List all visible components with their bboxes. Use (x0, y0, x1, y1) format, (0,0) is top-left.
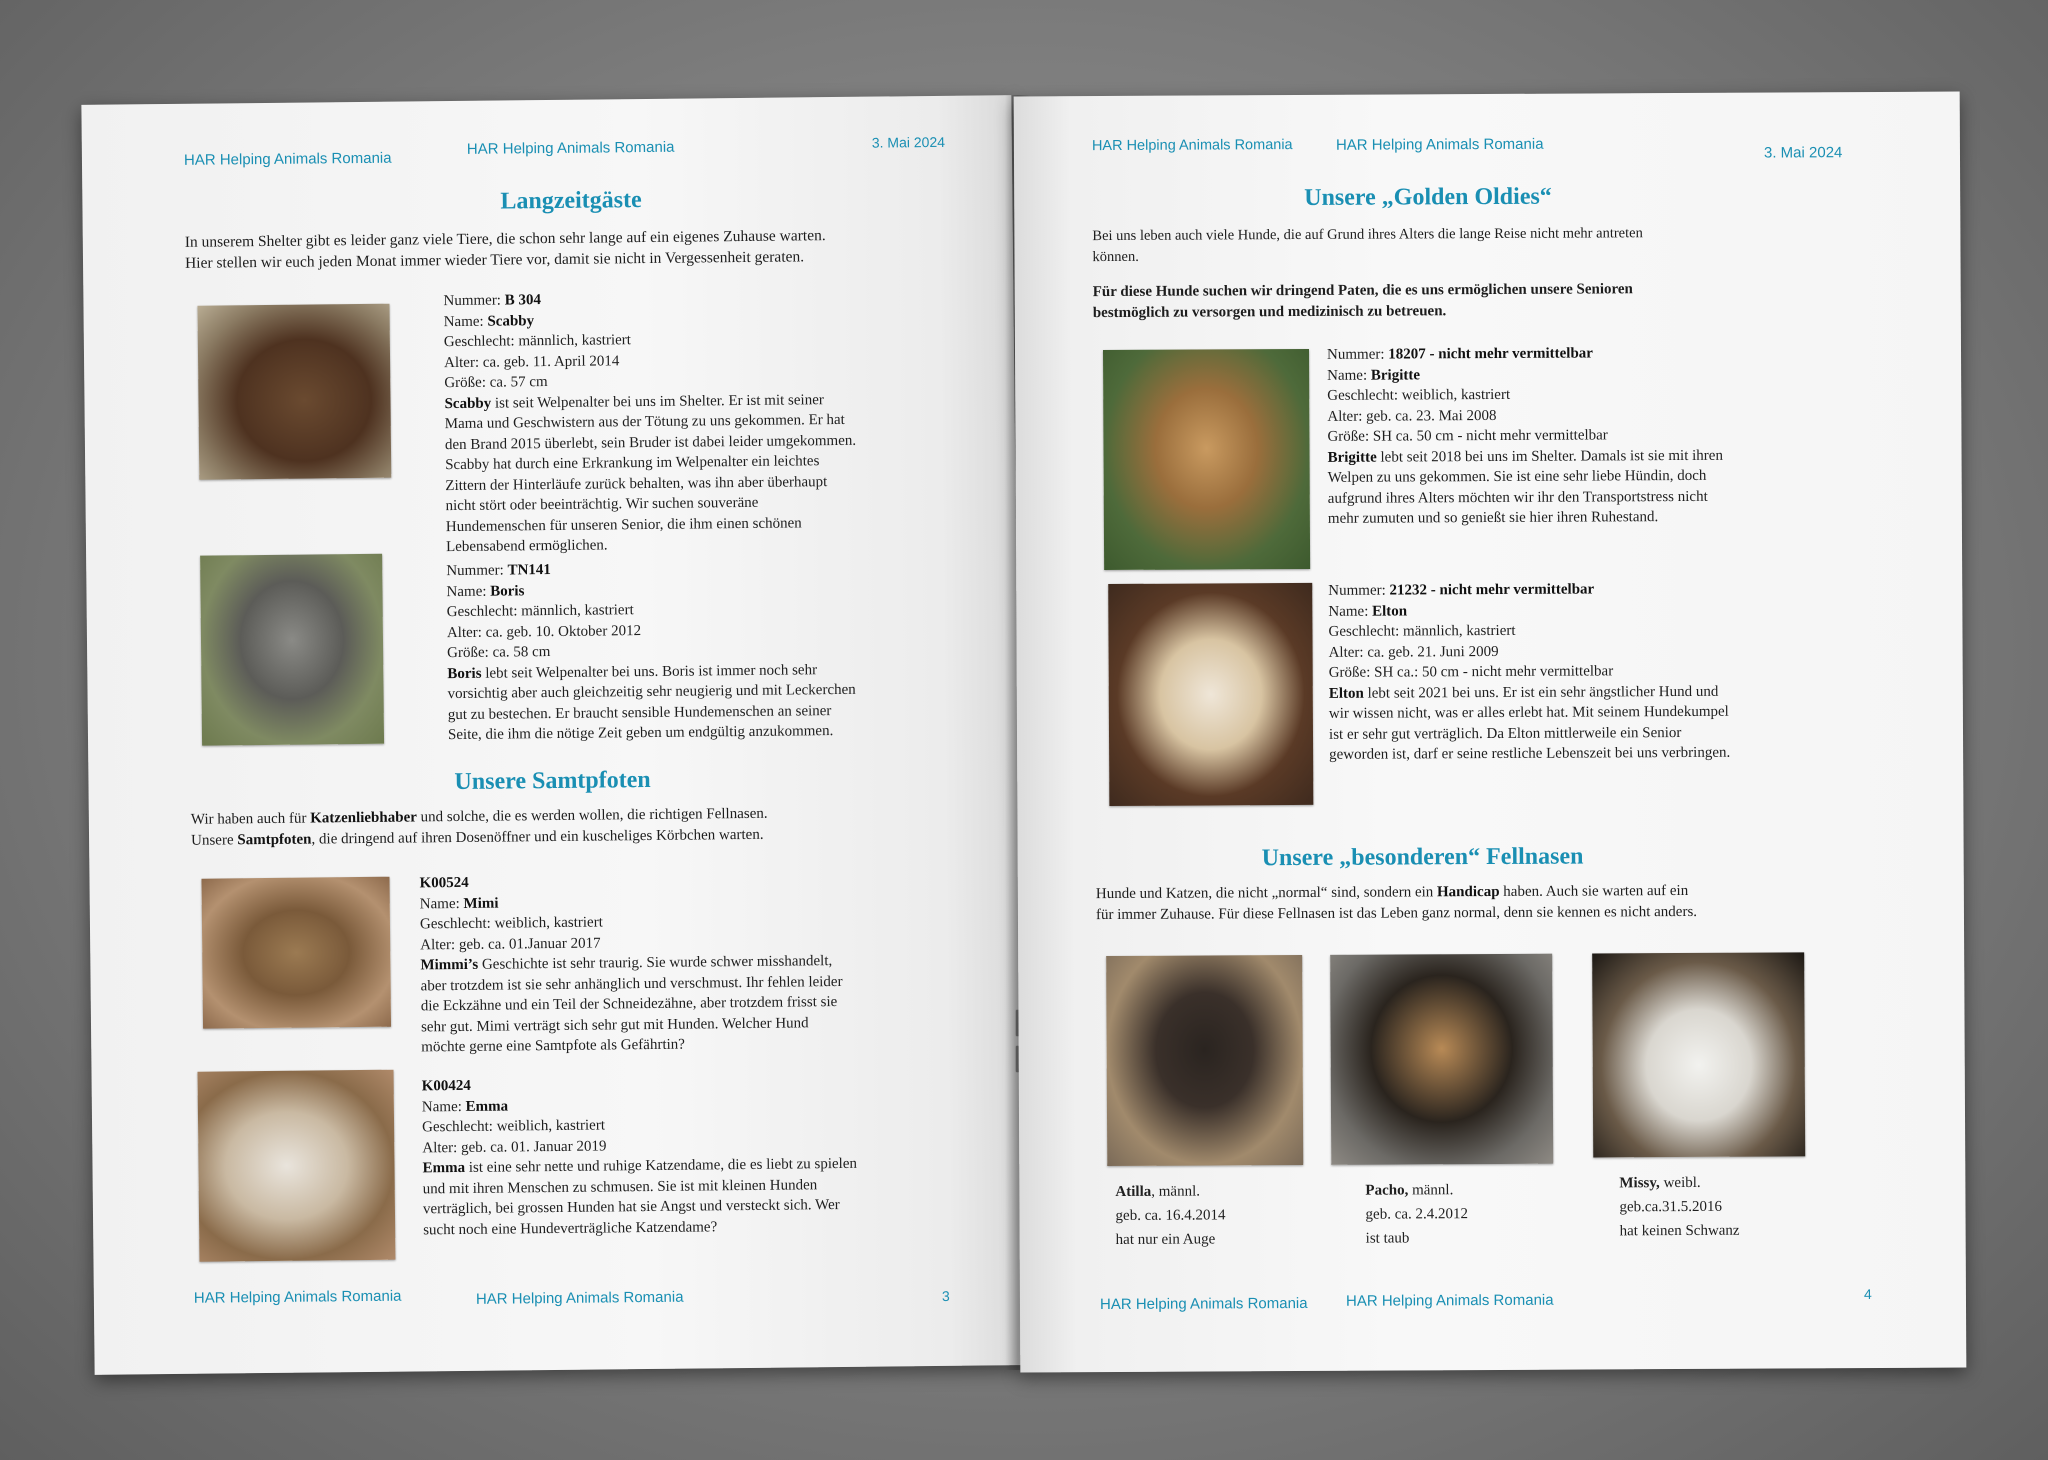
intro-golden-oldies: Bei uns leben auch viele Hunde, die auf Grund ihres Alters die lange Reise nicht mehr antreten können. (1092, 225, 1643, 266)
left-page (81, 95, 1024, 1375)
intro-langzeitgaeste: In unserem Shelter gibt es leider ganz viele Tiere, die schon sehr lange auf ein eigenes Zuhause warten. Hier stellen wir euch jeden Monat immer wieder Tiere vor, damit sie nicht in Vergessenheit geraten. (184, 227, 826, 272)
heading-langzeitgaeste: Langzeitgäste (500, 187, 642, 215)
page-number: 3 (941, 1287, 950, 1304)
appeal-paten: Für diese Hunde suchen wir dringend Paten, die es uns ermöglichen unsere Senioren bestmöglich zu versorgen und medizinisch zu betreuen. (1092, 281, 1633, 322)
entry-brigitte: Nummer: 18207 - nicht mehr vermittelbar Name: Brigitte Geschlecht: weiblich, kastriert Alter: geb. ca. 23. Mai 2008 Größe: SH ca. 50 cm - nicht mehr vermittelbar Brigitte lebt seit 2018 bei uns im Shelter. Damals ist sie mit ihren Welpen zu uns gekommen. Sie ist eine sehr liebe Hündin, doch aufgrund ihres Alters möchten wir ihr den Transportstress nicht mehr zumuten und so genießt sie hier ihren Ruhestand. (1326, 345, 1723, 527)
entry-elton: Nummer: 21232 - nicht mehr vermittelbar Name: Elton Geschlecht: männlich, kastriert Alter: ca. geb. 21. Juni 2009 Größe: SH ca.: 50 cm - nicht mehr vermittelbar Elton lebt seit 2021 bei uns. Er ist ein sehr ängstlicher Hund und wir wissen nicht, was er alles erlebt hat. Mit seinem Hundekumpel ist er sehr gut verträglich. Da Elton mittlerweile ein Senior geworden ist, darf er seine restliche Lebenszeit bei uns verbringen. (1328, 581, 1731, 763)
photo-brigitte (1103, 349, 1310, 570)
header-org: HAR Helping Animals Romania (183, 149, 392, 169)
header-org: HAR Helping Animals Romania (1091, 137, 1293, 155)
photo-atilla (1106, 955, 1303, 1166)
footer-org-2: HAR Helping Animals Romania (475, 1288, 684, 1308)
heading-besondere-fellnasen: Unsere „besonderen“ Fellnasen (1261, 843, 1584, 872)
photo-scabby (197, 304, 391, 480)
entry-boris: Nummer: TN141 Name: Boris Geschlecht: männlich, kastriert Alter: ca. geb. 10. Oktober 2012 Größe: ca. 58 cm Boris lebt seit Welpenalter bei uns. Boris ist immer noch sehr vorsichtig aber auch gleichzeitig sehr neugierig und mit Leckerchen gut zu bestechen. Er braucht sensible Hundemenschen an seiner Seite, die ihm die nötige Zeit geben um endgültig anzukommen. (446, 562, 856, 744)
entry-scabby: Nummer: B 304 Name: Scabby Geschlecht: männlich, kastriert Alter: ca. geb. 11. April 2014 Größe: ca. 57 cm Scabby ist seit Welpenalter bei uns im Shelter. Er ist mit seiner Mama und Geschwistern aus der Tötung zu uns gekommen. Er hat den Brand 2015 überlebt, sein Bruder ist dabei leider umgekommen. Scabby hat durch eine Erkrankung im Welpenalter ein leichtes Zittern der Hinterläufe zurück behalten, was ihn aber überhaupt nicht stört oder beeinträchtig. Wir suchen souveräne Hundemenschen für unseren Senior, die ihm einen schönen Lebensabend ermöglichen. (443, 292, 857, 556)
photo-pacho (1330, 954, 1553, 1165)
footer-org: HAR Helping Animals Romania (1099, 1294, 1308, 1314)
photo-elton (1108, 583, 1313, 806)
right-page (1014, 92, 1967, 1373)
footer-org: HAR Helping Animals Romania (193, 1287, 402, 1307)
header-org-2: HAR Helping Animals Romania (1335, 135, 1544, 154)
intro-besondere-fellnasen: Hunde und Katzen, die nicht „normal“ sind, sondern ein Handicap haben. Auch sie warten auf ein für immer Zuhause. Für diese Fellnasen ist das Leben ganz normal, denn sie kennen es nicht anders. (1095, 882, 1698, 924)
entry-mimi: K00524 Name: Mimi Geschlecht: weiblich, kastriert Alter: geb. ca. 01.Januar 2017 Mimmi’s Geschichte ist sehr traurig. Sie wurde schwer misshandelt, aber trotzdem ist sie sehr anhänglich und verschmust. Ihr fehlen leider die Eckzähne und ein Teil der Schneidezähne, aber trotzdem frisst sie sehr gut. Mimi verträgt sich sehr gut mit Hunden. Welcher Hund möchte gerne eine Samtpfote als Gefährtin? (419, 874, 843, 1056)
header-org-2: HAR Helping Animals Romania (466, 138, 675, 158)
entry-emma: K00424 Name: Emma Geschlecht: weiblich, kastriert Alter: geb. ca. 01. Januar 2019 Emma ist eine sehr nette und ruhige Katzendame, die es liebt zu spielen und mit ihren Menschen zu schmusen. Sie ist mit kleinen Hunden verträglich, bei grossen Hunden hat sie Angst und versteckt sich. Wer sucht noch eine Hundeverträgliche Katzendame? (421, 1077, 858, 1238)
photo-boris (200, 554, 384, 746)
photo-missy (1592, 952, 1805, 1157)
caption-pacho: Pacho, männl. geb. ca. 2.4.2012 ist taub (1365, 1182, 1469, 1247)
footer-org-2: HAR Helping Animals Romania (1345, 1291, 1554, 1310)
caption-atilla: Atilla, männl. geb. ca. 16.4.2014 hat nur ein Auge (1115, 1183, 1226, 1248)
photo-emma (198, 1070, 396, 1262)
header-date: 3. Mai 2024 (1763, 144, 1843, 162)
caption-missy: Missy, weibl. geb.ca.31.5.2016 hat keinen Schwanz (1619, 1174, 1740, 1240)
header-date: 3. Mai 2024 (871, 133, 946, 151)
heading-golden-oldies: Unsere „Golden Oldies“ (1304, 183, 1552, 211)
heading-samtpfoten: Unsere Samtpfoten (454, 766, 651, 796)
page-number: 4 (1863, 1286, 1872, 1303)
photo-mimi (201, 877, 391, 1029)
intro-samtpfoten: Wir haben auch für Katzenliebhaber und solche, die es werden wollen, die richtigen Fellnasen. Unsere Samtpfoten, die dringend auf ihren Dosenöffner und ein kuscheliges Körbchen warten. (190, 805, 768, 849)
